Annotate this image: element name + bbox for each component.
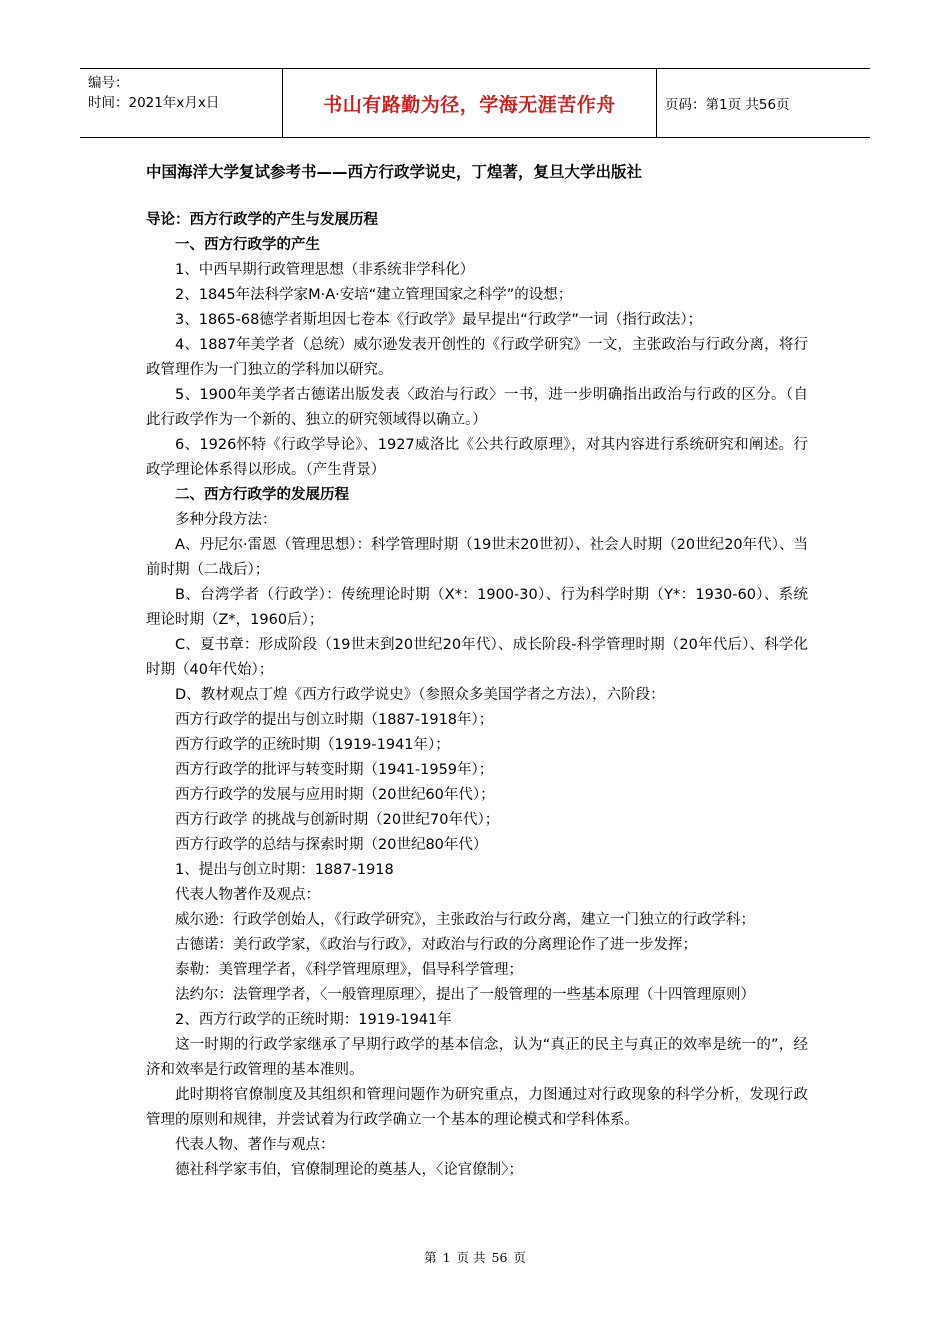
paragraph: 5、1900年美学者古德诺出版发表〈政治与行政〉一书，进一步明确指出政治与行政的区分。（自此行政学作为一个新的、独立的研究领域得以确立。） [146,387,808,428]
document-body [146,208,808,1183]
paragraph: 此时期将官僚制度及其组织和管理问题作为研究重点，力图通过对行政现象的科学分析，发现行政管理的原则和规律，并尝试着为行政学确立一个基本的理论模式和学科体系。 [146,1087,808,1128]
paragraph: 这一时期的行政学家继承了早期行政学的基本信念，认为“真正的民主与真正的效率是统一的”，经济和效率是行政管理的基本准则。 [146,1037,808,1078]
footer-total-pages: 56 [491,1250,508,1265]
header-left-cell [80,69,282,137]
page-info: 页码：第1页 共56页 [665,97,790,113]
paragraph: D、教材观点丁煌《西方行政学说史》（参照众多美国学者之方法），六阶段： [175,687,665,703]
paragraph: 西方行政学的总结与探索时期（20世纪80年代） [175,837,488,853]
header-table [80,68,870,138]
paragraph: 法约尔：法管理学者，〈一般管理原理〉，提出了一般管理的一些基本原理（十四管理原则） [175,987,755,1003]
document-title: 中国海洋大学复试参考书——西方行政学说史，丁煌著，复旦大学出版社 [146,163,643,181]
paragraph: 西方行政学 的挑战与创新时期（20世纪70年代）； [175,812,500,828]
paragraph: A、丹尼尔·雷恩（管理思想）：科学管理时期（19世末20世初）、社会人时期（20世纪20年代）、当前时期（二战后）； [146,537,808,578]
section-heading: 导论：西方行政学的产生与发展历程 [146,212,378,228]
paragraph: 古德诺：美行政学家，《政治与行政》，对政治与行政的分离理论作了进一步发挥； [175,937,697,953]
paragraph: 西方行政学的批评与转变时期（1941-1959年）； [175,762,494,778]
paragraph: 4、1887年美学者（总统）威尔逊发表开创性的《行政学研究》一文，主张政治与行政分离，将行政管理作为一门独立的学科加以研究。 [146,337,808,378]
footer-prefix: 第 [424,1250,437,1265]
paragraph: 6、1926怀特《行政学导论》、1927威洛比《公共行政原理》，对其内容进行系统研究和阐述。行政学理论体系得以形成。（产生背景） [146,437,808,478]
footer-suffix: 页 [513,1250,526,1265]
footer-middle: 页 共 [456,1250,486,1265]
paragraph: 2、1845年法科学家M·A·安培“建立管理国家之科学”的设想； [175,287,573,303]
paragraph: 1、中西早期行政管理思想（非系统非学科化） [175,262,475,278]
paragraph: 1、提出与创立时期：1887-1918 [175,862,394,878]
paragraph: 多种分段方法： [175,512,277,528]
paragraph: 泰勒：美管理学者，《科学管理原理》，倡导科学管理； [175,962,523,978]
paragraph: 3、1865-68德学者斯坦因七卷本《行政学》最早提出“行政学”一词（指行政法）； [175,312,703,328]
section-heading: 一、西方行政学的产生 [175,237,320,253]
paragraph: 代表人物、著作与观点： [175,1137,335,1153]
motto: 书山有路勤为径，学海无涯苦作舟 [282,69,657,137]
footer-page-number: 1 [442,1250,451,1265]
page-footer [0,1248,950,1266]
paragraph: 2、西方行政学的正统时期：1919-1941年 [175,1012,452,1028]
paragraph: 西方行政学的发展与应用时期（20世纪60年代）； [175,787,495,803]
paragraph: C、夏书章：形成阶段（19世末到20世纪20年代）、成长阶段-科学管理时期（20年代后）、科学化时期（40年代始）； [146,637,808,678]
paragraph: 西方行政学的提出与创立时期（1887-1918年）； [175,712,494,728]
paragraph: B、台湾学者（行政学）：传统理论时期（X*：1900-30）、行为科学时期（Y*：1930-60）、系统理论时期（Z*，1960后）； [146,587,808,628]
paragraph: 代表人物著作及观点： [175,887,320,903]
paragraph: 西方行政学的正统时期（1919-1941年）； [175,737,450,753]
number-label: 编号： [88,75,129,91]
section-heading: 二、西方行政学的发展历程 [175,487,349,503]
paragraph: 德社科学家韦伯，官僚制理论的奠基人，〈论官僚制〉； [175,1162,523,1178]
date-label: 时间：2021年x月x日 [88,95,220,111]
paragraph: 威尔逊：行政学创始人，《行政学研究》，主张政治与行政分离，建立一门独立的行政学科； [175,912,755,928]
